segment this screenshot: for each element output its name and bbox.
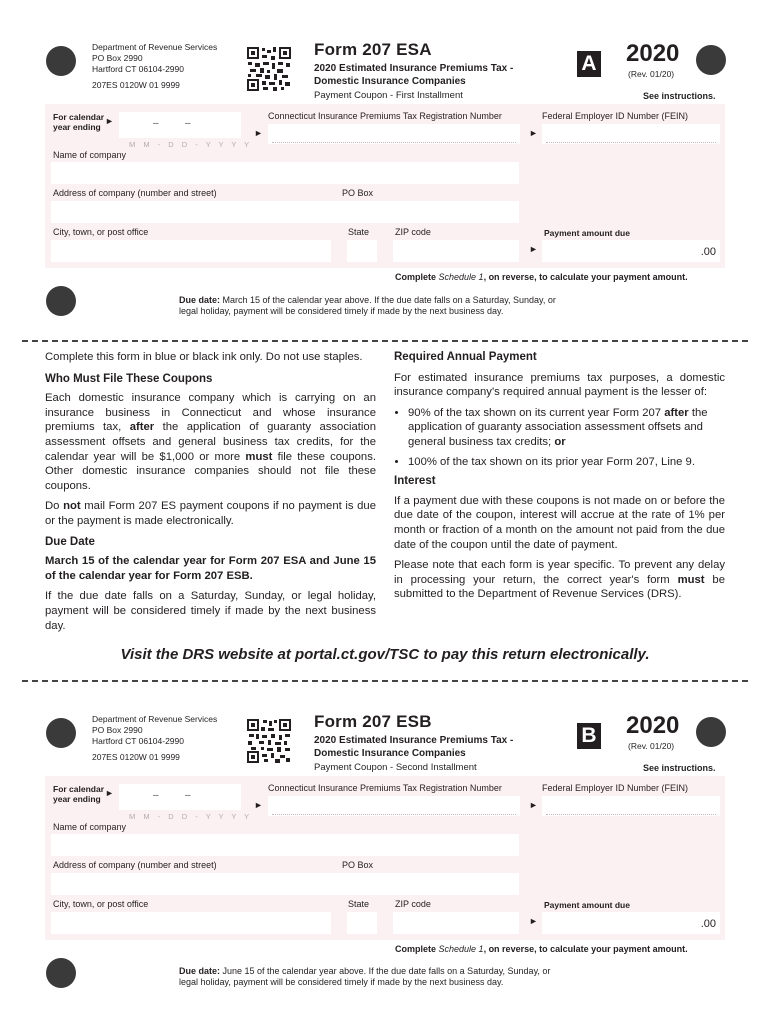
date-separator: – <box>153 118 159 129</box>
revision-date: (Rev. 01/20) <box>628 69 675 79</box>
punch-hole-icon <box>46 958 76 988</box>
who-must-file-paragraph <box>45 391 376 493</box>
company-address-label: Address of company (number and street) <box>53 188 217 198</box>
date-separator: – <box>185 790 191 801</box>
punch-hole-icon <box>46 286 76 316</box>
due-date-label: Due date: <box>179 966 221 976</box>
ink-note: Complete this form in blue or black ink only. Do not use staples. <box>45 351 363 363</box>
instructions-right-column <box>394 350 725 608</box>
coupon-letter-badge: B <box>577 723 601 749</box>
text-emphasis: must <box>677 573 705 586</box>
calendar-year-input[interactable] <box>119 112 241 138</box>
zip-input[interactable] <box>393 912 519 934</box>
po-box-label: PO Box <box>342 188 374 198</box>
cut-line <box>22 680 748 682</box>
payment-amount-input[interactable] <box>542 912 720 934</box>
arrow-right-icon: ► <box>529 244 538 254</box>
agency-pobox: PO Box 2990 <box>92 725 143 735</box>
list-item: • 100% of the tax shown on its prior year Form 207, Line 9. <box>408 455 725 470</box>
fein-input[interactable] <box>542 796 720 816</box>
company-address-input[interactable] <box>51 873 519 895</box>
note-schedule: Schedule 1 <box>438 944 484 954</box>
coupon-letter-badge: A <box>577 51 601 77</box>
payment-amount-label: Payment amount due <box>544 228 630 238</box>
required-payment-heading: Required Annual Payment <box>394 351 537 363</box>
fein-label: Federal Employer ID Number (FEIN) <box>542 111 689 121</box>
arrow-right-icon: ► <box>529 128 538 138</box>
tax-year: 2020 <box>626 712 680 739</box>
agency-name: Department of Revenue Services <box>92 714 218 724</box>
tax-year: 2020 <box>626 40 680 67</box>
registration-number-input[interactable] <box>268 124 520 144</box>
company-name-label: Name of company <box>53 822 127 832</box>
due-date-label: Due date: <box>179 295 221 305</box>
subtitle-line-2: Domestic Insurance Companies <box>314 76 466 87</box>
visit-website-banner: Visit the DRS website at portal.ct.gov/TSC to pay this return electronically. <box>120 646 650 663</box>
calendar-label-1: For calendar <box>53 784 105 794</box>
text-part: Please note that each form is year specific. To prevent any delay in processing your return, the correct year's form <box>394 559 725 586</box>
form-title: Form 207 ESB <box>314 712 432 731</box>
cut-line <box>22 340 748 342</box>
note-part: Complete <box>395 944 439 954</box>
city-input[interactable] <box>51 240 331 262</box>
form-title: Form 207 ESA <box>314 40 432 59</box>
zip-label: ZIP code <box>395 227 431 237</box>
city-label: City, town, or post office <box>53 899 149 909</box>
subtitle-line-1: 2020 Estimated Insurance Premiums Tax - <box>314 63 514 74</box>
text-emphasis: not <box>63 500 81 513</box>
form-subtitle <box>314 734 513 760</box>
arrow-right-icon: ► <box>254 800 263 810</box>
agency-address <box>92 714 217 763</box>
note-schedule: Schedule 1 <box>438 272 484 282</box>
interest-paragraph: If a payment due with these coupons is not made on or before the due date of the coupon, interest will accrue at the rate of 1% per month or fraction of a month on the amount not paid from the due date of the coupon until the date of payment. <box>394 494 725 551</box>
text-part: Do <box>45 500 64 513</box>
arrow-right-icon: ► <box>105 788 114 798</box>
form-code: 207ES 0120W 01 9999 <box>92 752 180 762</box>
calendar-year-label <box>53 784 104 804</box>
calendar-year-input[interactable] <box>119 784 241 810</box>
text-part: 90% of the tax shown on its current year Form 207 <box>408 406 665 419</box>
see-instructions: See instructions. <box>643 91 716 101</box>
punch-hole-icon <box>696 717 726 747</box>
complete-schedule-note <box>395 944 688 954</box>
form-subtitle <box>314 62 513 88</box>
due-date-text-2: legal holiday, payment will be considered timely if made by the next business day. <box>179 977 504 987</box>
registration-number-label: Connecticut Insurance Premiums Tax Registration Number <box>268 783 502 793</box>
calendar-label-2: year ending <box>53 794 101 804</box>
punch-hole-icon <box>696 45 726 75</box>
list-item <box>408 406 725 450</box>
registration-number-label: Connecticut Insurance Premiums Tax Registration Number <box>268 111 502 121</box>
text-part: the application of guaranty association assessment offsets and general business tax credits; <box>408 406 708 448</box>
due-date-text-1: March 15 of the calendar year above. If the due date falls on a Saturday, Sunday, or <box>220 295 556 305</box>
cents-suffix: .00 <box>700 246 716 258</box>
instructions-left-column <box>45 350 376 639</box>
arrow-right-icon: ► <box>529 800 538 810</box>
text-part: mail Form 207 ES payment coupons if no payment is due or the payment is made electronically. <box>45 500 376 527</box>
arrow-right-icon: ► <box>105 116 114 126</box>
arrow-right-icon: ► <box>529 916 538 926</box>
form-code: 207ES 0120W 01 9999 <box>92 80 180 90</box>
text-emphasis: after <box>129 421 155 434</box>
due-date-heading: Due Date <box>45 535 95 548</box>
calendar-year-label <box>53 112 104 132</box>
coupon-fields-panel <box>45 104 725 268</box>
due-date-text-1: June 15 of the calendar year above. If the due date falls on a Saturday, Sunday, or <box>220 966 551 976</box>
qr-code-icon <box>247 719 291 763</box>
date-format-hint: M M - D D - Y Y Y Y <box>129 140 253 149</box>
company-name-input[interactable] <box>51 834 519 856</box>
date-separator: – <box>185 118 191 129</box>
text-emphasis: after <box>664 406 689 419</box>
entry-ticks <box>272 806 516 815</box>
city-label: City, town, or post office <box>53 227 149 237</box>
interest-heading: Interest <box>394 475 436 488</box>
calendar-label-2: year ending <box>53 122 101 132</box>
subtitle-line-1: 2020 Estimated Insurance Premiums Tax - <box>314 735 514 746</box>
entry-ticks <box>546 806 716 815</box>
revision-date: (Rev. 01/20) <box>628 741 675 751</box>
required-payment-list <box>394 406 725 469</box>
note-part: , on reverse, to calculate your payment amount. <box>483 944 688 954</box>
qr-code-icon <box>247 47 291 91</box>
calendar-label-1: For calendar <box>53 112 105 122</box>
po-box-label: PO Box <box>342 860 374 870</box>
date-format-hint: M M - D D - Y Y Y Y <box>129 812 253 821</box>
text-part: Each domestic insurance company which is carrying on an insurance business in Connecticut and whose insurance premiums tax, <box>45 392 376 434</box>
agency-name: Department of Revenue Services <box>92 42 218 52</box>
do-not-mail-paragraph <box>45 499 376 528</box>
company-name-input[interactable] <box>51 162 519 184</box>
text-part: be submitted to the Department of Revenue Services (DRS). <box>394 573 725 601</box>
entry-ticks <box>546 134 716 143</box>
registration-number-input[interactable] <box>268 796 520 816</box>
who-must-file-heading: Who Must File These Coupons <box>45 372 213 385</box>
note-part: , on reverse, to calculate your payment amount. <box>483 272 688 282</box>
state-label: State <box>348 899 370 909</box>
state-input[interactable] <box>347 912 377 934</box>
due-date-note <box>179 966 550 988</box>
due-date-text-2: legal holiday, payment will be considered timely if made by the next business day. <box>179 306 504 316</box>
due-date-bold-text: March 15 of the calendar year for Form 207 ESA and June 15 of the calendar year for Form 207 ESB. <box>45 555 376 582</box>
agency-city: Hartford CT 06104-2990 <box>92 736 184 746</box>
due-date-note <box>179 295 556 317</box>
subtitle-line-2: Domestic Insurance Companies <box>314 748 466 759</box>
payment-amount-input[interactable] <box>542 240 720 262</box>
coupon-label: Payment Coupon - Second Installment <box>314 762 477 773</box>
coupon-label: Payment Coupon - First Installment <box>314 90 463 101</box>
note-part: Complete <box>395 272 439 282</box>
fein-label: Federal Employer ID Number (FEIN) <box>542 783 689 793</box>
state-label: State <box>348 227 370 237</box>
punch-hole-icon <box>46 718 76 748</box>
company-address-label: Address of company (number and street) <box>53 860 217 870</box>
agency-address <box>92 42 217 91</box>
required-payment-paragraph: For estimated insurance premiums tax purposes, a domestic insurance company's required annual payment is the lesser of: <box>394 371 725 399</box>
cents-suffix: .00 <box>700 918 716 930</box>
year-specific-paragraph <box>394 558 725 602</box>
date-separator: – <box>153 790 159 801</box>
agency-pobox: PO Box 2990 <box>92 53 143 63</box>
agency-city: Hartford CT 06104-2990 <box>92 64 184 74</box>
company-address-input[interactable] <box>51 201 519 223</box>
text-emphasis: or <box>554 435 566 448</box>
zip-input[interactable] <box>393 240 519 262</box>
payment-amount-label: Payment amount due <box>544 900 630 910</box>
entry-ticks <box>272 134 516 143</box>
coupon-fields-panel <box>45 776 725 940</box>
text-part: file these coupons. Other domestic insurance companies should not file these coupons. <box>45 450 376 492</box>
text-part: the application of guaranty association assessment offsets and general business tax credits, for the calendar year will be $1,000 or more <box>45 421 376 463</box>
text-emphasis: must <box>245 450 273 463</box>
city-input[interactable] <box>51 912 331 934</box>
due-date-paragraph: If the due date falls on a Saturday, Sunday, or legal holiday, payment will be considered timely if made by the next business day. <box>45 590 376 632</box>
state-input[interactable] <box>347 240 377 262</box>
arrow-right-icon: ► <box>254 128 263 138</box>
fein-input[interactable] <box>542 124 720 144</box>
company-name-label: Name of company <box>53 150 127 160</box>
zip-label: ZIP code <box>395 899 431 909</box>
complete-schedule-note <box>395 272 688 282</box>
punch-hole-icon <box>46 46 76 76</box>
see-instructions: See instructions. <box>643 763 716 773</box>
